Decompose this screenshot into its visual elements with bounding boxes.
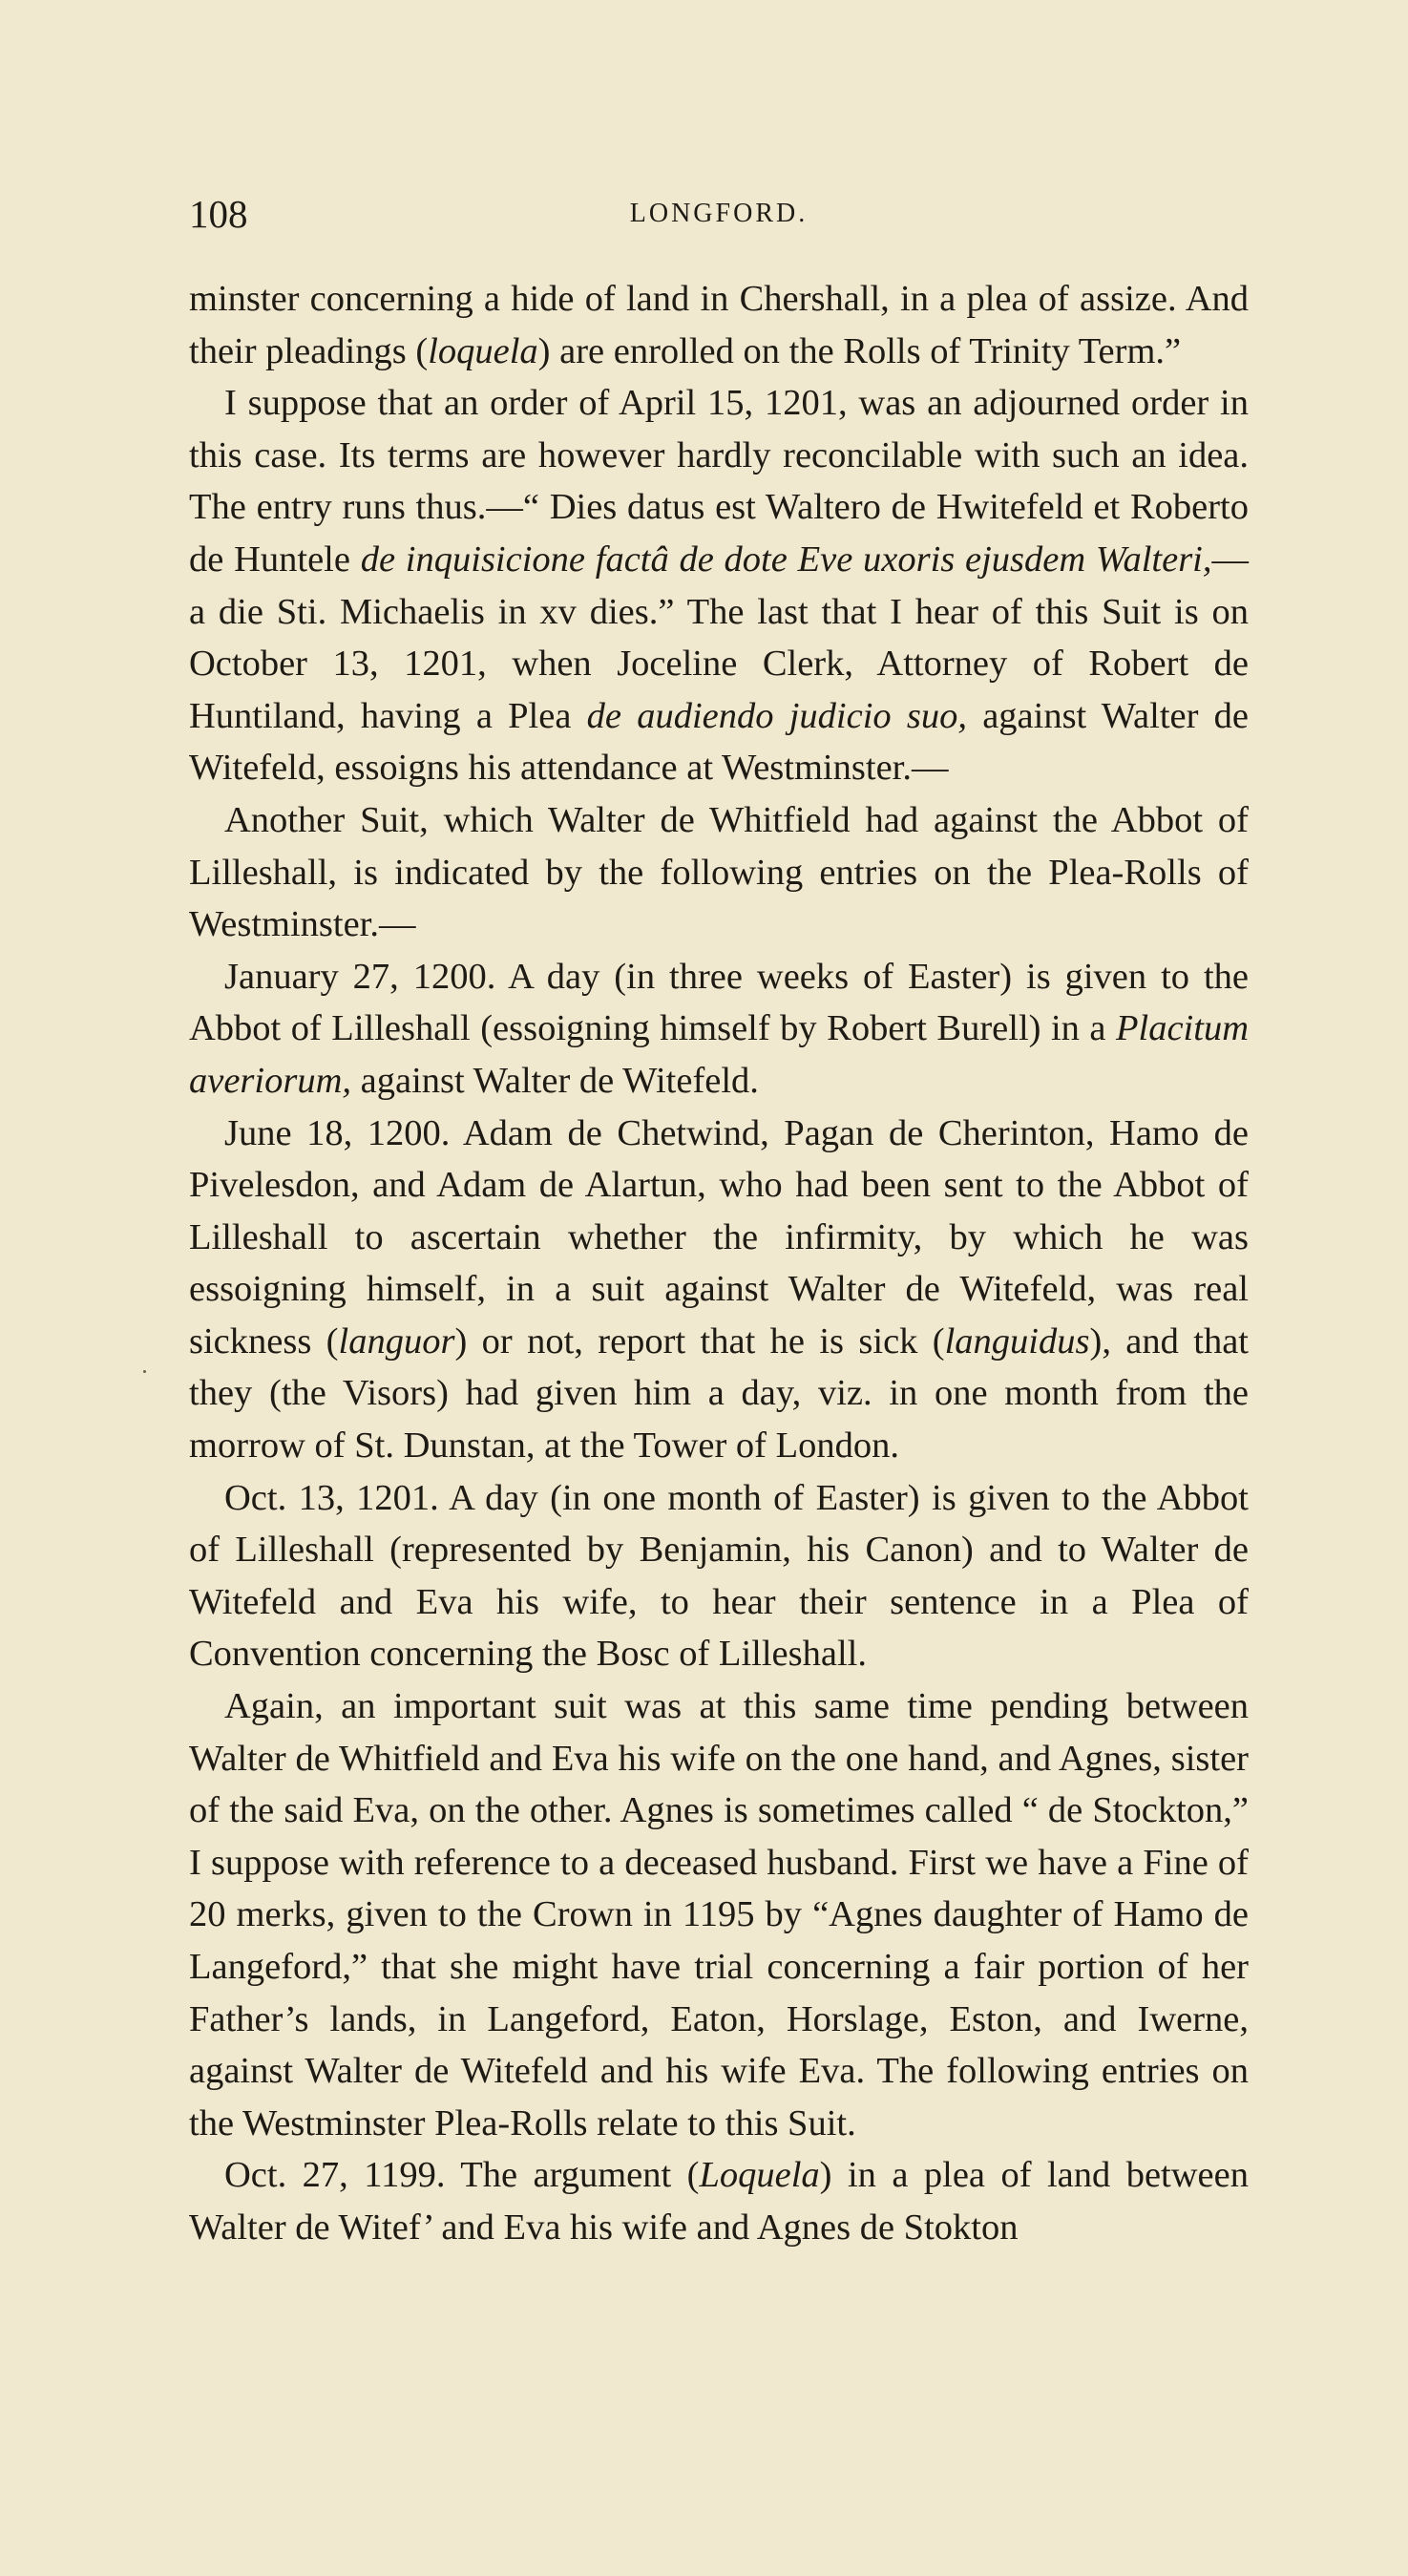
italic-phrase: languor <box>338 1320 455 1362</box>
italic-phrase: languidus <box>944 1320 1090 1362</box>
text-run: ) in a plea of land between Walter de Witef’ and Eva his wife and Agnes de Stokton <box>189 2155 1249 2248</box>
italic-phrase: de inquisicione factâ de dote Eve uxoris ejusdem Walteri, <box>360 538 1212 580</box>
paragraph <box>189 951 1249 1108</box>
text-run: against Walter de Witefeld. <box>351 1060 759 1101</box>
paragraph <box>189 1472 1249 1680</box>
paragraph <box>189 2149 1249 2253</box>
text-run: Again, an important suit was at this same time pending between Walter de Whitfield and Eva his wife on the one hand, and Agnes, sister of the said Eva, on the other. Agnes is sometimes called “ de Stockton,” I suppose with reference to a deceased husband. First we have a Fine of 20 merks, given to the Crown in 1195 by “Agnes daughter of Hamo de Langeford,” that she might have trial concerning a fair portion of her Father’s lands, in Langeford, Eaton, Horslage, Eston, and Iwerne, against Walter de Witefeld and his wife Eva. The following entries on the Westminster Plea-Rolls relate to this Suit. <box>189 1686 1249 2143</box>
paragraph <box>189 273 1249 377</box>
text-run: I suppose that an order of April 15, 1201, was an adjourned order in this case. Its terms are however hardly reconcilable with such an idea. The entry runs thus.—“ Dies datus est Waltero de Hwitefeld et Roberto de Huntele <box>189 383 1249 580</box>
paragraph <box>189 1108 1249 1472</box>
text-run: Another Suit, which Walter de Whitfield had against the Abbot of Lilleshall, is indicated by the following entries on the Plea-Rolls of Westminster.— <box>189 799 1249 945</box>
running-head <box>189 191 1249 244</box>
paragraph <box>189 377 1249 794</box>
italic-phrase: loquela <box>428 330 538 371</box>
text-run: June 18, 1200. Adam de Chetwind, Pagan de Cherinton, Hamo de Pivelesdon, and Adam de Alartun, who had been sent to the Abbot of Lilleshall to ascertain whether the infirmity, by which he was essoigning himself, in a suit against Walter de Witefeld, was real sickness ( <box>189 1112 1249 1362</box>
margin-speck <box>143 1370 146 1373</box>
italic-phrase: de audiendo judicio suo, <box>586 695 967 736</box>
text-run: against Walter de Witefeld, essoigns his attendance at Westminster.— <box>189 695 1249 789</box>
paragraph <box>189 794 1249 951</box>
italic-phrase: Placitum averiorum, <box>189 1008 1249 1101</box>
text-run: ) or not, report that he is sick ( <box>454 1320 945 1362</box>
text-run: Oct. 13, 1201. A day (in one month of Easter) is given to the Abbot of Lilleshall (represented by Benjamin, his Canon) and to Walter de Witefeld and Eva his wife, to hear their sentence in a Plea of Convention concerning the Bosc of Lilleshall. <box>189 1477 1249 1675</box>
italic-phrase: Loquela <box>699 2155 820 2196</box>
text-run: ) are enrolled on the Rolls of Trinity Term.” <box>537 330 1182 371</box>
body-text <box>189 273 1249 2254</box>
text-run: minster concerning a hide of land in Chershall, in a plea of assize. And their pleadings ( <box>189 279 1249 371</box>
page-number: 108 <box>189 192 248 236</box>
text-run: Oct. 27, 1199. The argument ( <box>224 2155 700 2196</box>
text-run: ), and that they (the Visors) had given him a day, viz. in one month from the morrow of St. Dunstan, at the Tower of London. <box>189 1320 1249 1467</box>
paragraph <box>189 1680 1249 2149</box>
text-run: January 27, 1200. A day (in three weeks of Easter) is given to the Abbot of Lilleshall (essoigning himself by Robert Burell) in a <box>189 956 1249 1049</box>
text-run: —a die Sti. Michaelis in xv dies.” The last that I hear of this Suit is on October 13, 1201, when Joceline Clerk, Attorney of Robert de Huntiland, having a Plea <box>189 538 1250 736</box>
running-title: LONGFORD. <box>629 199 809 228</box>
